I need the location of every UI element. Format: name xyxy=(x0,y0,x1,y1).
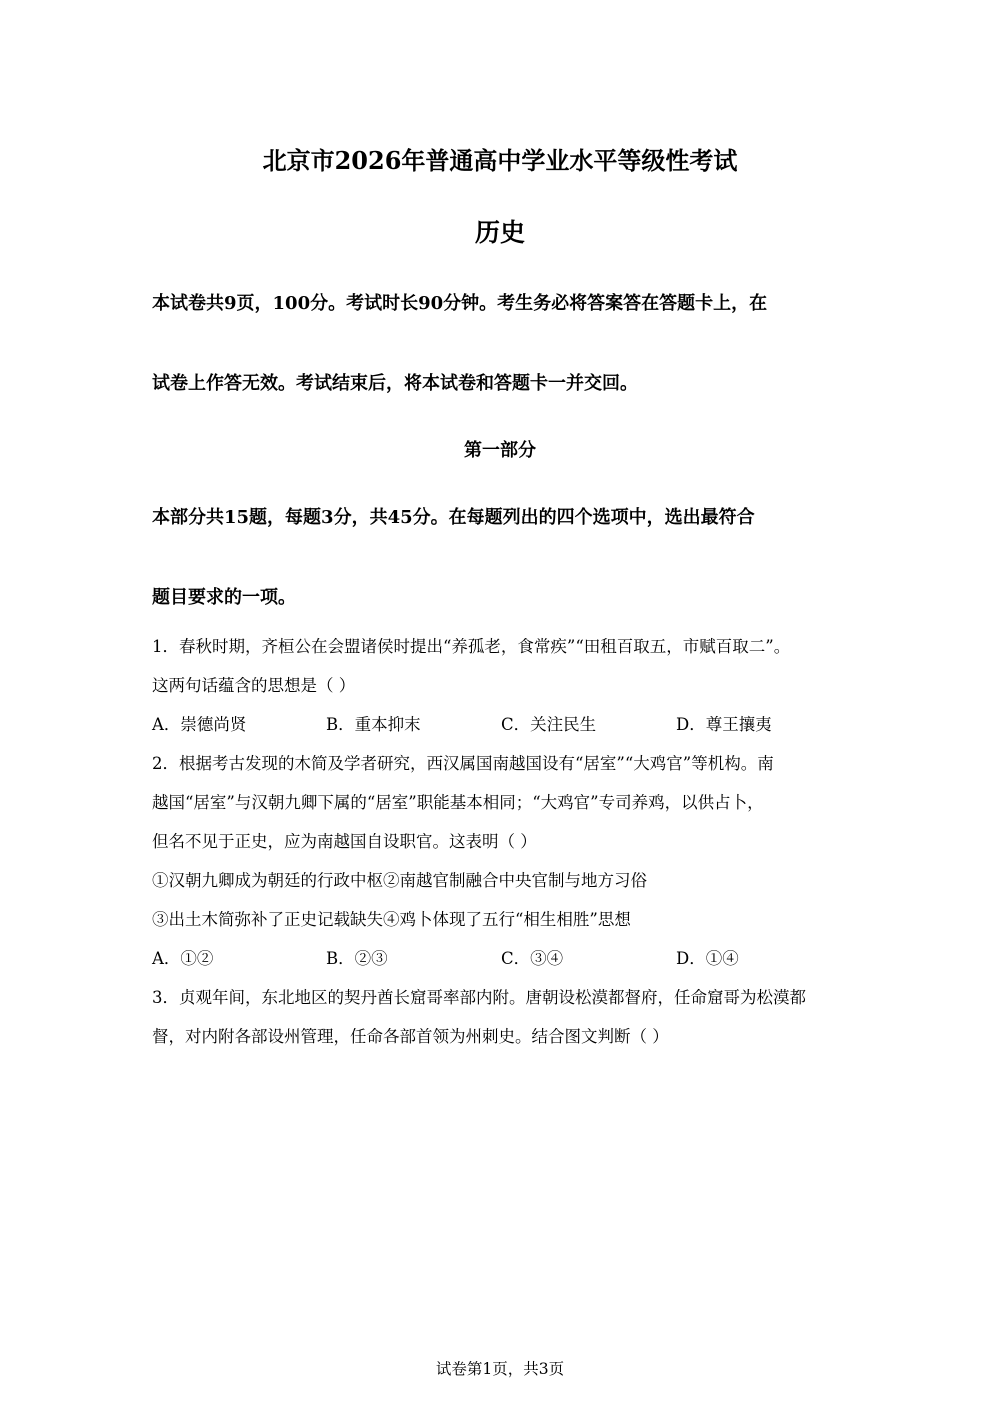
instructions-line-1: 本试卷共9页，100分。考试时长90分钟。考生务必将答案答在答题卡上，在 xyxy=(152,293,768,314)
question-2-statements-1: ①汉朝九卿成为朝廷的行政中枢②南越官制融合中央官制与地方习俗 xyxy=(152,871,647,890)
question-3-line-2: 督，对内附各部设州管理，任命各部首领为州刺史。结合图文判断（ ） xyxy=(152,1027,669,1046)
exam-title: 北京市2026年普通高中学业水平等级性考试 xyxy=(262,146,738,175)
question-1-line-1: 1．春秋时期，齐桓公在会盟诸侯时提出“养孤老，食常疾”“田租百取五，市赋百取二”。 xyxy=(152,637,791,656)
question-2-line-3: 但名不见于正史，应为南越国自设职官。这表明（ ） xyxy=(152,832,537,851)
question-1-option-d: D．尊王攘夷 xyxy=(676,715,772,734)
question-1-line-2: 这两句话蕴含的思想是（ ） xyxy=(152,676,356,695)
part-description-line-1: 本部分共15题，每题3分，共45分。在每题列出的四个选项中，选出最符合 xyxy=(152,507,755,528)
question-1-option-b: B．重本抑末 xyxy=(326,715,421,734)
question-2-option-b: B．②③ xyxy=(326,949,388,968)
part-heading: 第一部分 xyxy=(464,440,536,461)
part-description-line-2: 题目要求的一项。 xyxy=(152,587,296,608)
question-1-option-a: A．崇德尚贤 xyxy=(152,715,247,734)
question-2-option-d: D．①④ xyxy=(676,949,739,968)
question-2-line-1: 2．根据考古发现的木简及学者研究，西汉属国南越国设有“居室”“大鸡官”等机构。南 xyxy=(152,754,774,773)
question-2-option-a: A．①② xyxy=(152,949,214,968)
question-1-option-c: C．关注民生 xyxy=(501,715,597,734)
question-2-line-2: 越国“居室”与汉朝九卿下属的“居室”职能基本相同；“大鸡官”专司养鸡，以供占卜， xyxy=(152,793,764,812)
question-2-option-c: C．③④ xyxy=(501,949,564,968)
page-footer: 试卷第1页，共3页 xyxy=(435,1360,565,1378)
subject-title: 历史 xyxy=(474,218,525,247)
instructions-line-2: 试卷上作答无效。考试结束后，将本试卷和答题卡一并交回。 xyxy=(152,373,638,394)
question-3-line-1: 3．贞观年间，东北地区的契丹酋长窟哥率部内附。唐朝设松漠都督府，任命窟哥为松漠都 xyxy=(152,988,806,1007)
question-2-statements-2: ③出土木简弥补了正史记载缺失④鸡卜体现了五行“相生相胜”思想 xyxy=(152,910,631,929)
